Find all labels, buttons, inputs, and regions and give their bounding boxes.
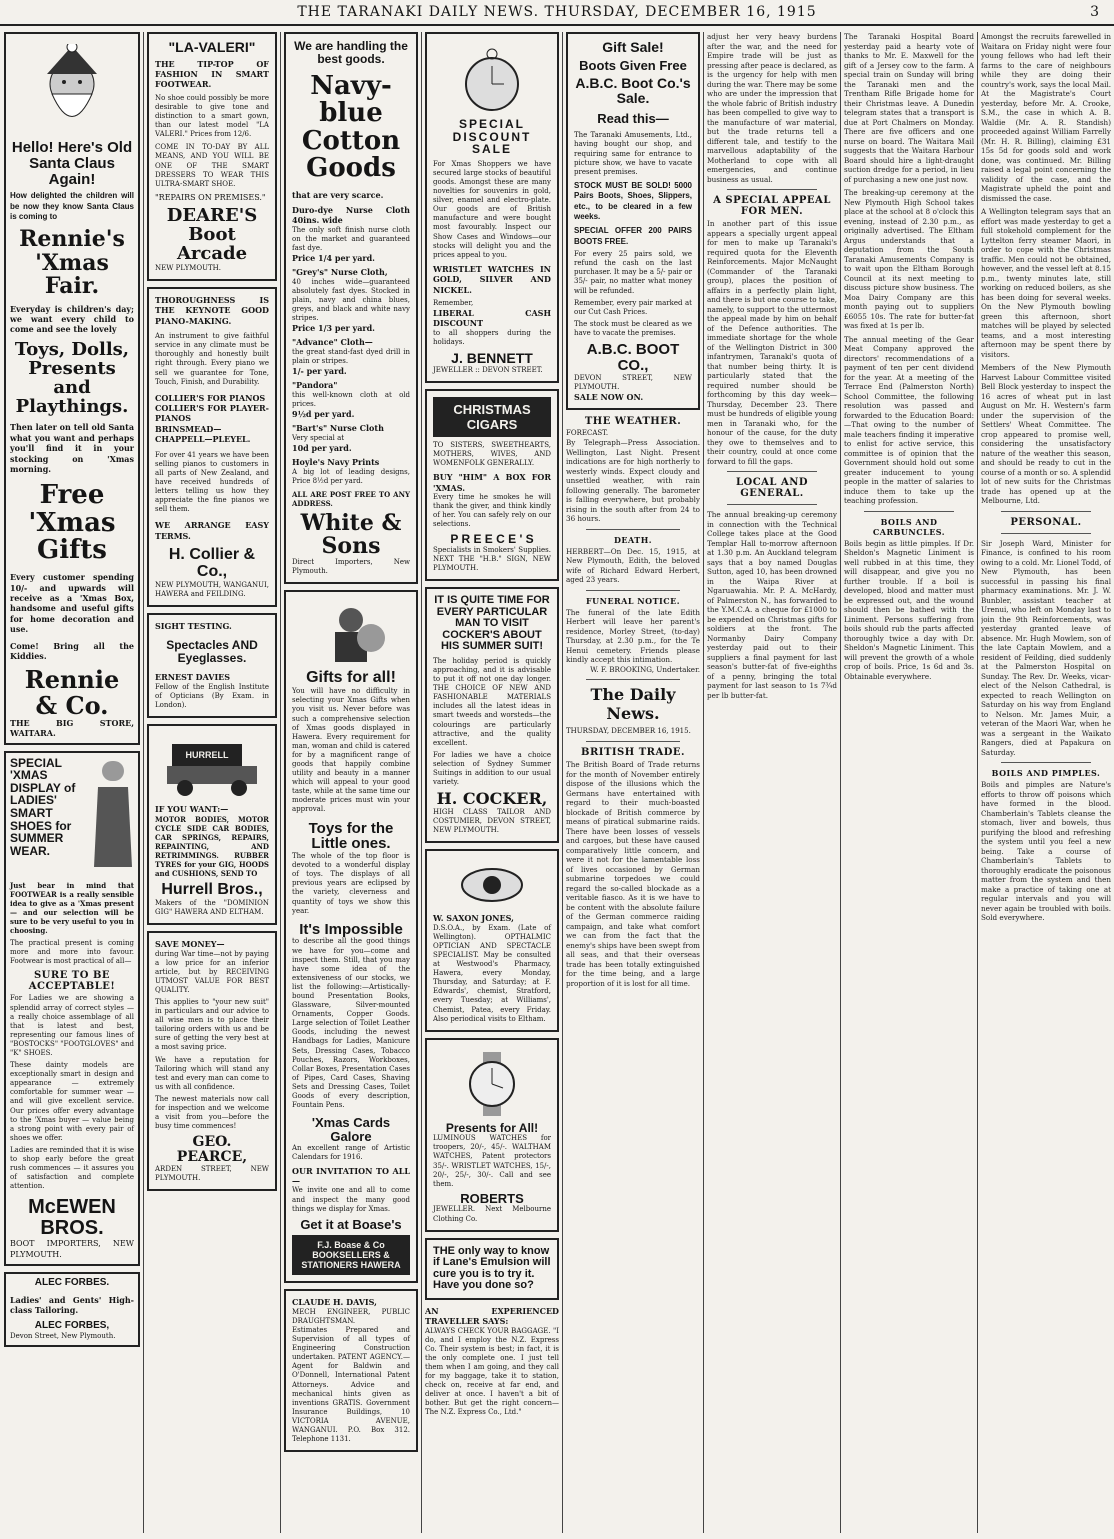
buy-body: Every time he smokes he will thank the giver, and think kindly of her. You can safely rely on our selections. bbox=[433, 492, 551, 529]
pandora-body: this well-known cloth at old prices. bbox=[292, 390, 410, 408]
preeces-logo: P R E E C E ' S bbox=[450, 532, 534, 547]
pandora-title: "Pandora" bbox=[292, 380, 338, 391]
news-body-5: A Wellington telegram says that an effort was made yesterday to get a full stokehold complement for the Lyttelton ferry steamer Maori, in order to cope with the Christmas traffic. Men could not be obtained, however, and the vessel left at 8.15 p.m., twenty minutes late, still working on reduced boilers, as she has been doing for several weeks. On the New Plymouth bowling green this afternoon, short matches will be played by selected teams, and a most interesting afternoon may be spent there by visitors. bbox=[981, 207, 1111, 359]
dainty-text: These dainty models are exceptionally smart in design and appearance — extremely comfortable for summer wear — and will give excellent service. Our prices offer every advantage to the 'Xmas buyer — value being a strong point with every pair of shoes we offer. bbox=[10, 1061, 134, 1142]
free-gifts: Free 'Xmas Gifts bbox=[28, 480, 116, 565]
preeces-sub: Specialists in Smokers' Supplies. NEXT THE "H.B." SIGN, NEW PLYMOUTH. bbox=[433, 545, 551, 573]
pearce-logo: GEO. PEARCE, bbox=[176, 1134, 248, 1165]
collier-ad bbox=[147, 287, 277, 607]
white-sons-ad bbox=[284, 32, 418, 584]
abc-ad bbox=[566, 32, 700, 410]
rennies-fair: Rennie's 'Xmas Fair. bbox=[19, 226, 125, 299]
motor-car-illustration bbox=[155, 738, 269, 798]
personal-heading: PERSONAL. bbox=[1010, 516, 1082, 528]
funeral-heading: FUNERAL NOTICE. bbox=[585, 595, 681, 606]
xmas-cards-body: An excellent range of Artistic Calendars for 1916. bbox=[292, 1143, 410, 1161]
column-6 bbox=[707, 32, 837, 1533]
newest-text: The newest materials now call for inspection and we welcome a visit from you—before the busy time commences! bbox=[155, 1094, 269, 1131]
roberts-logo: ROBERTS bbox=[460, 1190, 524, 1206]
special-sale: SPECIAL DISCOUNT SALE bbox=[452, 117, 532, 157]
greys-price: Price 1/3 per yard. bbox=[292, 323, 375, 334]
forbes-name: ALEC FORBES, bbox=[34, 1320, 110, 1332]
instrument-text: An instrument to give faithful service in any climate must be thoroughly and honestly built right through. Every piano we sell we guarantee for Tone, Touch, Finish, and Durability. bbox=[155, 332, 269, 386]
daily-news-title: The Daily News. bbox=[590, 685, 676, 724]
undertaker: W. F. BROOKING, Undertaker. bbox=[590, 664, 700, 674]
column-8 bbox=[981, 32, 1111, 1533]
toys-little: Toys for the Little ones. bbox=[308, 819, 394, 853]
death-body: HERBERT—On Dec. 15, 1915, at New Plymouth, Edith, the beloved wife of Richard Edward Herbert, aged 23 years. bbox=[566, 546, 700, 585]
death-heading: DEATH. bbox=[613, 534, 653, 545]
boase-title: Get it at Boase's bbox=[300, 1216, 402, 1232]
barts-body: Very special at bbox=[292, 433, 345, 442]
reputation-text: We have a reputation for Tailoring which will stand any test and every man can come to us with all confidence. bbox=[155, 1055, 269, 1091]
collier-address: NEW PLYMOUTH, WANGANUI, HAWERA and FEILDING. bbox=[155, 580, 269, 598]
deares-ad bbox=[147, 32, 277, 281]
wristwatch-illustration bbox=[433, 1052, 551, 1116]
invitation-title: OUR INVITATION TO ALL— bbox=[292, 1165, 410, 1187]
xmas-cards: 'Xmas Cards Galore bbox=[311, 1115, 391, 1144]
editorial-continued: adjust her very heavy burdens after the war, and the need for Empire trade will be just as pressing after peace is declared, as is the urgency for help with men during the war. There may be some who are under the impression that the whole fabric of British industry has been compelled to give way to the manufacture of war material, but the trade returns tell a different tale, and testify to the marvellous adaptability of the Motherland to cope with all emergencies, and continue business as usual. bbox=[707, 32, 837, 184]
pocket-watch-illustration bbox=[433, 46, 551, 112]
boils-heading: BOILS AND CARBUNCLES. bbox=[872, 516, 946, 537]
christmas-cigars-logo: CHRISTMAS CIGARS bbox=[433, 397, 551, 437]
rennie-ad bbox=[4, 32, 140, 745]
saxon-body: D.S.O.A., by Exam. (Late of Wellington). OPTHALMIC OPTICIAN AND SPECTACLE SPECIALIST. May be consulted at Westwood's Pharmacy, Hawera, every Monday, Thursday, and Saturday; at F. Edwards', chemist, Stratford, every Tuesday; at Williams', Chemist, Patea, every Friday. Also periodical visits to Eltham. bbox=[433, 923, 551, 1023]
cocker-logo: H. COCKER, bbox=[436, 789, 548, 809]
roberts-ad bbox=[425, 1038, 559, 1232]
lady-shoe-illustration bbox=[92, 757, 134, 877]
ernest-sub: Fellow of the English Institute of Opticians (By Exam. in London). bbox=[155, 682, 269, 710]
news-body-2: The breaking-up ceremony at the New Plymouth High School takes place at the school at 8 o'clock this evening, instead of 2.30 p.m., as originally advertised. The Eltham Argus understands that a deputation from the South Taranaki Amusements Company is to wait upon the Eltham Borough Council at its next meeting to discuss picture show business. The Moa Dairy Company are this month paying out to suppliers £6055 10s. The rate for butter-fat was fixed at 1s per lb. bbox=[844, 188, 974, 330]
hurrell-ad bbox=[147, 724, 277, 925]
davis-name: CLAUDE H. DAVIS, bbox=[292, 1297, 377, 1308]
forecast-label: FORECAST. bbox=[566, 429, 609, 438]
boots-free: Boots Given Free bbox=[579, 57, 687, 73]
special-body: Just bear in mind that FOOTWEAR is a really sensible idea to give as a 'Xmas present — and our selection will be sure to be very useful to you in choosing. bbox=[10, 880, 134, 936]
gifts-body: You will have no difficulty in selecting your Xmas Gifts when you visit us. Never before was such a comprehensive selection of Xmas goods displayed in Hawera. Every requirement for man, woman and child is catered for by a magnificent range of goods that happily combine utility and beauty in a manner which will appeal to your good taste, while at the same time our moderate prices must win your approval. bbox=[292, 687, 410, 814]
mcewen-ad bbox=[4, 751, 140, 1267]
appeal-body: In another part of this issue appears a specially urgent appeal for men to make up Taranaki's required quota for the Eleventh Reinforcements. Major McNaught (Commander of the Taranaki group), places the position of affairs in a perfectly plain light, and there is but one course to take, namely, to support to the uttermost the appeal made by him on behalf of the Defence authorities. The immediate shortage for the whole of the Wellington District in 300 infantrymen, Taranaki's quota of that number being thirty. It is particularly stated that the required number should be forthcoming by this day week—Thursday, December 23. There must be hundreds of eligible young men in Taranaki who, for the honour of the cause, for the duty they owe to themselves and to their country, could at once come forward to fill the gaps. bbox=[707, 219, 837, 466]
funeral-body: The funeral of the late Edith Herbert will leave her parent's residence, Morley Street, (to-day) Thursday, at 2.30 p.m., for the Te Henui cemetery. Friends please kindly accept this intimation. bbox=[566, 607, 700, 665]
easy-terms: WE ARRANGE EASY TERMS. bbox=[155, 520, 269, 541]
practical-text: The practical present is coming more and more into favour. Footwear is most practical of all— bbox=[10, 939, 134, 966]
weather-heading: THE WEATHER. bbox=[584, 416, 682, 428]
column-1 bbox=[4, 32, 140, 1533]
weather-body: By Telegraph—Press Association. Wellington, Last Night. Present indications are for high northerly to westerly winds. Expect cloudy and unsettled weather, with rain following generally. The barometer is falling everywhere, but probably rising in the south after from 24 to 36 hours. bbox=[566, 438, 700, 524]
rennie-address: THE BIG STORE, WAITARA. bbox=[10, 717, 134, 739]
traveller-title: AN EXPERIENCED TRAVELLER SAYS: bbox=[425, 1305, 559, 1327]
emulsion-ad bbox=[425, 1238, 559, 1300]
boils-body: Boils begin as little pimples. If Dr. Sheldon's Magnetic Liniment is well rubbed in at this time, they will disappear, and give you no further trouble. If a boil is developed, blood and matter must be expressed out, and the wound should then be bathed with the Liniment. Persons suffering from boils should rub the parts affected thoroughly twice a day with Dr. Sheldon's Magnetic Liniment. This will prevent the growth of a whole crop of boils. Price, 1s 6d and 3s. Obtainable everywhere. bbox=[844, 538, 974, 681]
to-list: TO SISTERS, SWEETHEARTS, MOTHERS, WIVES, AND WOMENFOLK GENERALLY. bbox=[433, 440, 551, 468]
emulsion-text: THE only way to know if Lane's Emulsion will cure you is to try it. Have you done so? bbox=[433, 1244, 551, 1292]
deares-logo: DEARE'S Boot Arcade bbox=[166, 205, 258, 264]
news-body-4: Amongst the recruits farewelled in Waitara on Friday night were four young fellows who had left their farms to the care of neighbours while they are doing their country's work, says the local Mail. At the Magistrate's Court yesterday, before Mr. A. Crooke, S.M., the case in which A. B. Waldie (Mr. A. R. Standish) proceeded against William Farrelly (Mr. H. R. Billing), claiming £31 15s 5d for goods sold and work done, was continued. Mr. Billing raised a legal point concerning the validity of the case, and the Magistrate upheld the point and dismissed the case. bbox=[981, 32, 1111, 203]
british-trade-heading: BRITISH TRADE. bbox=[581, 747, 685, 759]
brinsmead-text: BRINSMEAD—CHAPPELL—PLEYEL. bbox=[155, 423, 251, 445]
duro-body: The only soft finish nurse cloth on the market and guaranteed fast dye. bbox=[292, 225, 410, 252]
forty-one-text: For over 41 years we have been selling pianos to customers in all parts of New Zealand, and have received hundreds of letters telling us how they appreciate the fine pianos we sell them. bbox=[155, 450, 269, 514]
want-list: MOTOR BODIES, MOTOR CYCLE SIDE CAR BODIES, CAR SPRINGS, REPAIRS, REPAINTING, AND RETRIMMINGS. RUBBER TYRES for your GIG, HOODS and CUSHIONS, SEND TO bbox=[155, 814, 269, 879]
read-this: Read this— bbox=[597, 110, 669, 126]
save-money: SAVE MONEY— bbox=[155, 939, 225, 950]
column-2 bbox=[147, 32, 277, 1533]
pearce-address: ARDEN STREET, NEW PLYMOUTH. bbox=[155, 1164, 269, 1182]
barts-price: 10d per yard. bbox=[292, 442, 352, 453]
stock-cleared: The stock must be cleared as we have to vacate the premises. bbox=[574, 319, 692, 337]
boils-pimples-body: Boils and pimples are Nature's efforts to throw off poisons which have formed in the blood. Chamberlain's Tablets cleanse the stomach, liver and bowels, thus purifying the blood and refreshing the system until you feel a new being. Take a course of Chamberlain's Tablets to thoroughly eradicate the poisonous matter from the system and then make a practice of taking one at regular intervals and you will never again be troubled with boils. Sold everywhere. bbox=[981, 780, 1111, 922]
boils-pimples-heading: BOILS AND PIMPLES. bbox=[991, 768, 1101, 778]
roberts-sub: JEWELLER. Next Melbourne Clothing Co. bbox=[433, 1205, 551, 1223]
news-body-3: The annual meeting of the Gear Meat Company approved the directors' recommendations of a payment of ten per cent dividend for the year. At a meeting of the Terrace End (Palmerston North) School Committee, the following resolution was passed and forwarded to the Education Board:—That owing to the number of male teachers finding it imperative to enlist for active service, this committee is of opinion that the Government should hold out some greater inducement to young people in the matter of salaries to induce them to take up the teaching profession. bbox=[844, 334, 974, 505]
express-ad bbox=[425, 1306, 559, 1418]
impossible-title: It's Impossible bbox=[299, 920, 403, 938]
masthead-title: THE TARANAKI DAILY NEWS. THURSDAY, DECEMBER 16, 1915 bbox=[297, 4, 817, 20]
column-7 bbox=[844, 32, 974, 1533]
special-body-abc: For every 25 pairs sold, we refund the cash on the last purchaser. It may be a 5/- pair or 35/- pair, no matter what money will be refunded. bbox=[574, 250, 692, 295]
advance-body: the great stand-fast dyed drill in plain or stripes. bbox=[292, 347, 410, 365]
boase-ad bbox=[284, 590, 418, 1283]
toys-headline: Toys, Dolls, Presents and Playthings. bbox=[14, 338, 130, 417]
remember-abc: Remember, every pair marked at our Cut Cash Prices. bbox=[574, 298, 692, 316]
special-display: SPECIAL 'XMAS DISPLAY of LADIES' SMART SHOES for SUMMER WEAR. bbox=[10, 755, 76, 858]
column-rule bbox=[703, 32, 704, 1533]
news-body-6: Members of the New Plymouth Harvest Labour Committee visited Bell Block yesterday to inspect the 16 acres of wheat put in last August on Mr. H. Western's farm under the supervision of the Settlers' Wheat Committee. The crop appeared to promise well, considering the unsatisfactory nature of the weather this season, and should be ready to cut in the course of a month or so. A splendid lot of new suits for the Christmas trade has opened up at the Melbourne, Ltd. bbox=[981, 363, 1111, 505]
navy-title: Navy-blue Cotton Goods bbox=[301, 71, 401, 184]
column-4 bbox=[425, 32, 559, 1533]
forbes-tailoring: Ladies' and Gents' High-class Tailoring. bbox=[10, 1294, 134, 1316]
buy-him: BUY "HIM" A BOX FOR 'XMAS. bbox=[433, 472, 551, 493]
invitation-body: We invite one and all to come and inspect the many good things we display for Xmas. bbox=[292, 1186, 410, 1213]
pandora-price: 9½d per yard. bbox=[292, 409, 355, 420]
luminous-text: LUMINOUS WATCHES for troopers, 20/-, 45/-. WALTHAM WATCHES, Patent protectors 35/-. WRISTLET WATCHES, 15/-, 20/-, 25/-, 30/-. Call and see them. bbox=[433, 1134, 551, 1188]
hoyles-body: A big lot of leading designs, Price 8½d per yard. bbox=[292, 467, 410, 485]
toys-body: The whole of the top floor is devoted to a wonderful display of toys. The displays of all previous years are eclipsed by the variety, cleverness and quantity of toys we show this year. bbox=[292, 852, 410, 915]
thoroughness-text: THOROUGHNESS IS THE KEYNOTE GOOD PIANO-MAKING. bbox=[155, 294, 269, 326]
column-rule bbox=[280, 32, 281, 1533]
page-number: 3 bbox=[1090, 4, 1100, 20]
deares-address: NEW PLYMOUTH. bbox=[155, 263, 221, 272]
sale-now-on: SALE NOW ON. bbox=[574, 391, 644, 402]
special-offer: SPECIAL OFFER 200 PAIRS BOOTS FREE. bbox=[574, 226, 692, 246]
rennie-logo: Rennie & Co. bbox=[24, 665, 120, 720]
greys-body: 40 inches wide—guaranteed absolutely fast dyes. Stocked in plain, navy and china blues, greys, and black and white navy stripes. bbox=[292, 277, 410, 322]
cocker-sub: HIGH CLASS TAILOR AND COSTUMIER, DEVON STREET, NEW PLYMOUTH. bbox=[433, 807, 551, 835]
white-sons-logo: White & Sons bbox=[300, 510, 402, 560]
abc-address: DEVON STREET, NEW PLYMOUTH. bbox=[574, 373, 692, 391]
duro-price: Price 1/4 per yard. bbox=[292, 252, 375, 263]
stock-sold: STOCK MUST BE SOLD! 5000 Pairs Boots, Shoes, Slippers, etc., to be cleared in a few weeks. bbox=[574, 180, 692, 221]
santa-later: Then later on tell old Santa what you want and perhaps you'll find it in your stocking on 'Xmas morning. bbox=[10, 422, 134, 474]
hurrell-logo: Hurrell Bros., bbox=[161, 881, 263, 899]
forbes-top: ALEC FORBES. bbox=[34, 1277, 110, 1289]
presents-all: Presents for All! bbox=[445, 1120, 539, 1135]
masthead bbox=[0, 0, 1114, 26]
save-body: during War time—not by paying a low price for an inferior article, but by RECEIVING UTMOST VALUE FOR BEST QUALITY. bbox=[155, 949, 269, 994]
lavaleri-title: "LA-VALERI" bbox=[168, 39, 256, 55]
tip-top-text: THE TIP-TOP OF FASHION IN SMART FOOTWEAR. bbox=[155, 58, 269, 90]
ladies-text: For Ladies we are showing a splendid array of correct styles — a really choice assemblage of all that is latest and best, representing our famous lines of "BOSTOCKS" "FOOTGLOVES" and "K" SHOES. bbox=[10, 994, 134, 1057]
sure-acceptable: SURE TO BE ACCEPTABLE! bbox=[28, 970, 116, 993]
news-body-1: The Taranaki Hospital Board yesterday paid a hearty vote of thanks to Mr. E. Maxwell for the gift of a Jersey cow to the farm. A special train on Sunday will bring the Taranaki men and the Trentham Rifle Brigade home for their Christmas leave. A Dunedin telegram states that a transport is due at Port Chalmers on Monday. There are five officers and one nurse on board. The Waitara Mail suggests that the Waitara Harbour Board should hire a light-draught suction dredge for a period, in lieu of purchasing a new one just now. bbox=[844, 32, 974, 184]
handling-text: We are handling the best goods. bbox=[294, 39, 408, 66]
british-trade-body: The British Board of Trade returns for the month of November entirely dispose of the illusions which the Germans have entertained with regard to their much-boasted blockade of British commerce by means of piratical submarine raids. There have been losses of vessels and cargoes, but these have caused comparatively little concern, and were it not for the lamentable loss of lives occasioned by German submarine torpedoes we could regard the so-called blockade as a veritable fiasco. As it is we have to be content with the absolute failure of the German commerce raiding campaign, and take what comfort we can from the fact that the enemy's ships have been swept from all seas, and that their overseas trade has been totally extinguished for the time being, and a large proportion of it is lost for all time. bbox=[566, 760, 700, 988]
davis-sub: MECH ENGINEER, PUBLIC DRAUGHTSMAN. bbox=[292, 1307, 410, 1325]
everyday-text: Everyday is children's day; we want every child to come and see the lovely bbox=[10, 303, 134, 335]
scarce-text: that are very scarce. bbox=[292, 190, 384, 201]
if-you-want: IF YOU WANT:— bbox=[155, 804, 229, 815]
davis-body: Estimates Prepared and Supervision of all types of Engineering Construction undertaken. PATENT AGENCY.—Agent for Baldwin and O'Donnell, International Patent Attorneys. Advice and mechanical hints given as inventions GRATIS. Government Insurance Buildings, 10 VICTORIA AVENUE, WANGANUI. P.O. Box 312. Telephone 1131. bbox=[292, 1325, 410, 1444]
appeal-heading: A SPECIAL APPEAL FOR MEN. bbox=[713, 195, 831, 217]
mcewen-logo: McEWEN BROS. bbox=[28, 1196, 116, 1240]
cocker-ad bbox=[425, 587, 559, 843]
pearce-ad bbox=[147, 931, 277, 1191]
colliers-player: COLLIER'S FOR PLAYER-PIANOS bbox=[155, 403, 269, 424]
hurrell-sub: Makers of the "DOMINION GIG" HAWERA AND ELTHAM. bbox=[155, 898, 269, 917]
personal-body: Sir Joseph Ward, Minister for Finance, is confined to his room owing to a cold. Mr. Lionel Todd, of New Plymouth, has been successful in passing his final pharmacy examinations. Mr. J. W. Bunbler, assistant teacher at Urenui, who left on Monday last to join the 9th Reinforcements, was yesterday granted leave of absence. Mr. Hugh Mowlem, son of the late Captain Mowlem, and a resident of Feilding, died suddenly at the Palmerston Hospital on Sunday. The Rev. Dr. Weeks, vicar-elect of the Nelson Cathedral, is expected to reach Wellington on Saturday on his way from England to Nelson. Mr. James Muir, a veteran of the Maori War, when he was a sergeant in the Waikato Rangers, died at Papakura on Saturday. bbox=[981, 538, 1111, 757]
advance-title: "Advance" Cloth— bbox=[292, 337, 373, 348]
column-rule bbox=[143, 32, 144, 1533]
duro-title: Duro-dye Nurse Cloth 40ins. wide bbox=[292, 204, 410, 226]
remember-text: Remember, bbox=[433, 298, 474, 307]
svg-text:HURRELL: HURRELL bbox=[185, 750, 229, 761]
every-customer: Every customer spending 10/- and upwards will receive as a 'Xmas Box, handsome and useful gifts for home decoration and use. bbox=[10, 572, 134, 635]
preeces-ad bbox=[425, 389, 559, 581]
hoyles-title: Hoyle's Navy Prints bbox=[292, 457, 380, 468]
applies-text: This applies to "your new suit" in particulars and our advice to all wise men is to place their tailoring orders with us and be sure of getting the very best at a most saving price. bbox=[155, 998, 269, 1052]
forbes-ad bbox=[4, 1272, 140, 1347]
post-free: ALL ARE POST FREE TO ANY ADDRESS. bbox=[292, 489, 410, 508]
davis-ad bbox=[284, 1289, 418, 1452]
saxon-name: W. SAXON JONES, bbox=[433, 913, 514, 924]
santa-headline: Hello! Here's Old Santa Claus Again! bbox=[11, 139, 133, 188]
santa-illustration bbox=[10, 44, 134, 134]
quite-time: IT IS QUITE TIME FOR EVERY PARTICULAR MAN TO VISIT COCKER'S ABOUT HIS SUMMER SUIT! bbox=[434, 594, 550, 653]
reminded-text: Ladies are reminded that it is wise to shop early before the great rush commences — it assures you of satisfaction and complete attention. bbox=[10, 1145, 134, 1191]
sale-body: For Xmas Shoppers we have secured large stocks of beautiful goods. Amongst these are many novelties for souvenirs in gold, silver, enamel and electro-plate. Our goods are of British manufacture and were bought most favourably. Inspect our Show Cases and Windows—our stocks will delight you and the prices appeal to you. bbox=[433, 159, 551, 259]
holiday-text: The holiday period is quickly approaching, and it is advisable to put it off not one day longer. THE CHOICE OF NEW AND FASHIONABLE MATERIALS includes all the latest ideas in smart tweeds and worsteds—the colourings are particularly attractive, and the quality excellent. bbox=[433, 656, 551, 747]
liberal-sub: to all shoppers during the holidays. bbox=[433, 328, 551, 346]
gifts-for-all: Gifts for all! bbox=[306, 669, 396, 687]
ernest-name: ERNEST DAVIES bbox=[155, 672, 231, 683]
santa-sack-illustration bbox=[292, 604, 410, 664]
spectacles-title: Spectacles AND Eyeglasses. bbox=[166, 638, 258, 665]
wristlet-text: WRISTLET WATCHES IN GOLD, SILVER AND NICKEL. bbox=[433, 263, 551, 295]
ladies-choice: For ladies we have a choice selection of Sydney Summer Suitings in addition to our usual variety. bbox=[433, 750, 551, 787]
bennett-ad bbox=[425, 32, 559, 383]
come-in-text: COME IN TO-DAY BY ALL MEANS, AND YOU WILL BE ONE OF THE SMART DRESSERS TO WEAR THIS ULTRA-SMART SHOE. bbox=[155, 143, 269, 188]
local-heading: LOCAL AND GENERAL. bbox=[735, 477, 809, 499]
barts-title: "Bart's" Nurse Cloth bbox=[292, 423, 384, 434]
repairs-text: "REPAIRS ON PREMISES." bbox=[155, 192, 266, 202]
impossible-body: to describe all the good things we have for you—come and inspect them. Still, that you may have some idea of the extensiveness of our stocks, we list the following:—Artistically-bound Presentation Books, Glassware, Silver-mounted Ornaments, Copper Goods. Large selection of Toilet Leather Goods, including the newest Handbags for Ladies, Manicure Sets, Dressing Cases, Tobacco Pouches, Razors, Workboxes, Collar Boxes, Presentation Cases of Pipes, Card Cases, Shaving Sets and Dressing Cases, Toilet Goods of every description, Fountain Pens. bbox=[292, 937, 410, 1110]
bennett-logo: J. BENNETT bbox=[451, 350, 533, 367]
come-kiddies: Come! Bring all the Kiddies. bbox=[10, 640, 134, 662]
forbes-address: Devon Street, New Plymouth. bbox=[10, 1331, 116, 1340]
saxon-ad bbox=[425, 849, 559, 1031]
sight-testing: SIGHT TESTING. bbox=[155, 620, 232, 631]
traveller-body: ALWAYS CHECK YOUR BAGGAGE. "I do, and I employ the N.Z. Express Co. Their system is best; in fact, it is the only complete one. I just tell them when I am going, and they call for my baggage, take it to station, check on, receive at far end, and deliver at once. I haven't a bit of bother. But get the right concern—The N.Z. Express Co., Ltd." bbox=[425, 1326, 559, 1417]
advance-price: 1/- per yard. bbox=[292, 366, 347, 377]
greys-title: "Grey's" Nurse Cloth, bbox=[292, 267, 388, 278]
column-rule bbox=[977, 32, 978, 1533]
editorial-date: THURSDAY, DECEMBER 16, 1915. bbox=[566, 727, 691, 736]
column-rule bbox=[562, 32, 563, 1533]
eye-illustration bbox=[433, 863, 551, 907]
column-3 bbox=[284, 32, 418, 1533]
white-sons-sub: Direct Importers, New Plymouth. bbox=[292, 558, 410, 576]
santa-lead: How delighted the children will be now they know Santa Claus is coming to bbox=[10, 191, 134, 222]
davies-ad bbox=[147, 613, 277, 718]
no-shoe-text: No shoe could possibly be more desirable to give tone and distinction to a smart gown, than our latest model "LA VALERI." Prices from 12/6. bbox=[155, 93, 269, 139]
local-body: The annual breaking-up ceremony in connection with the Technical College takes place at the Good Templar Hall to-morrow afternoon at 1.30 p.m. An Auckland telegram says that a boy named Douglas Sutton, aged 10, has been drowned in the Waipa River at Ngaruawahia. Mr. P. A. McHardy, of Palmerston N., has forwarded to the Y.M.C.A. a cheque for £1000 to be expended on Christmas gifts for soldiers at the front. The Normanby Dairy Company yesterday paid out to their suppliers a final payment for last season's butter-fat of five-eighths of a penny, bringing the total payment for last season to 1s 7¾d per lb butter-fat. bbox=[707, 510, 837, 700]
liberal-text: LIBERAL CASH DISCOUNT bbox=[433, 308, 551, 329]
bennett-sub: JEWELLER :: DEVON STREET. bbox=[433, 365, 543, 374]
column-rule bbox=[840, 32, 841, 1533]
boase-logo: F.J. Boase & Co BOOKSELLERS & STATIONERS HAWERA bbox=[292, 1235, 410, 1275]
abc-logo: A.B.C. BOOT CO., bbox=[586, 341, 680, 374]
column-rule bbox=[421, 32, 422, 1533]
colliers-pianos: COLLIER'S FOR PIANOS bbox=[155, 392, 266, 403]
abc-sale: A.B.C. Boot Co.'s Sale. bbox=[575, 75, 691, 107]
read-body: The Taranaki Amusements, Ltd., having bought our shop, and requiring same for entrance to picture show, we have to vacate present premises. bbox=[574, 131, 692, 176]
mcewen-address: BOOT IMPORTERS, NEW PLYMOUTH. bbox=[10, 1239, 134, 1259]
collier-logo: H. Collier & Co., bbox=[168, 546, 256, 580]
column-5 bbox=[566, 32, 700, 1533]
gift-sale: Gift Sale! bbox=[602, 39, 664, 55]
